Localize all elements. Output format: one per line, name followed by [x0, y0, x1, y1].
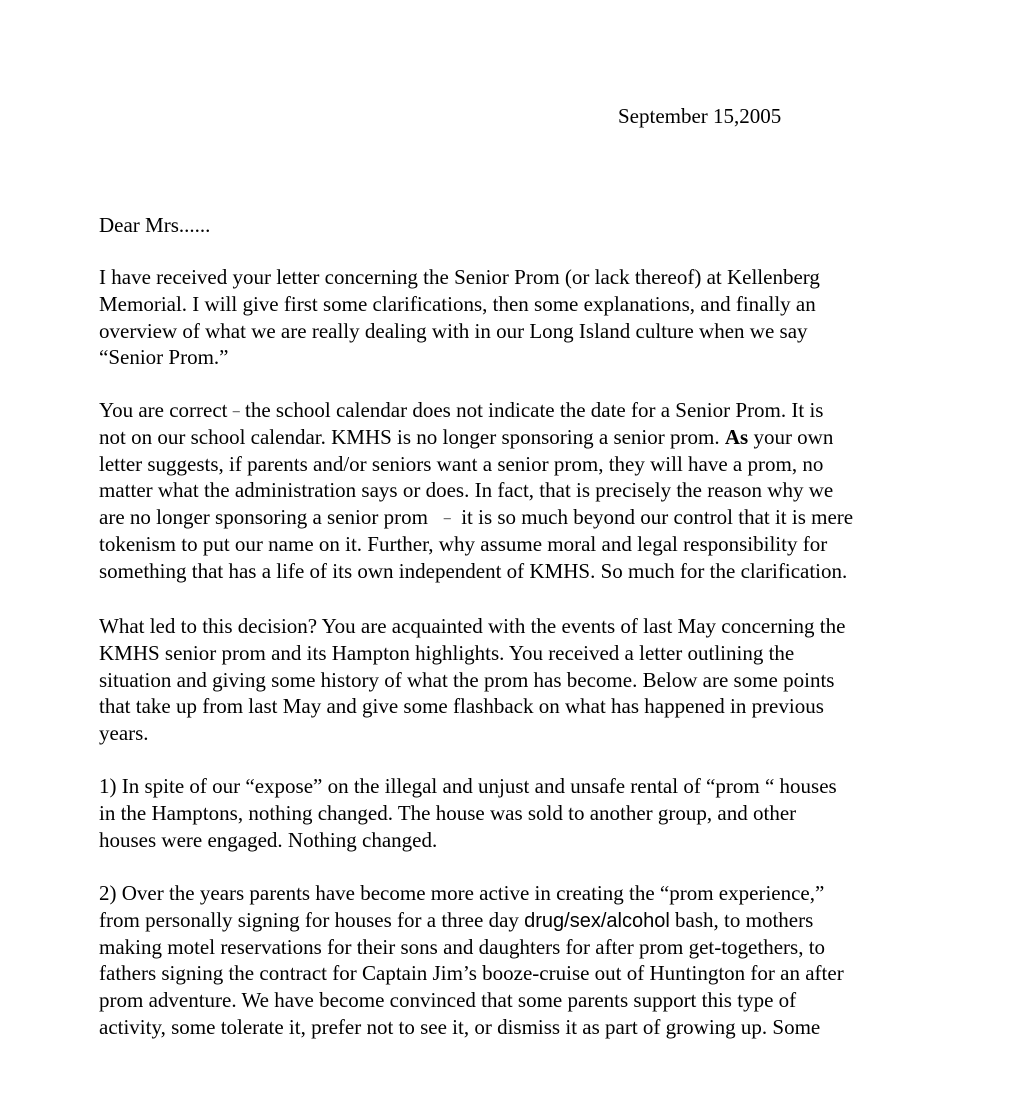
text-segment: it is so much beyond our control that it is mere: [461, 505, 854, 530]
text-line: Memorial. I will give first some clarifications, then some explanations, and finally an: [99, 291, 816, 316]
text-line: [99, 504, 979, 531]
text-line: overview of what we are really dealing with in our Long Island culture when we say: [99, 318, 808, 343]
text-line: that take up from last May and give some flashback on what has happened in previous: [99, 694, 824, 719]
paragraph-clarification: [99, 397, 979, 585]
text-line: What led to this decision? You are acquainted with the events of last May concerning the: [99, 614, 846, 638]
dash-glyph: –: [443, 511, 451, 527]
text-line: [99, 424, 979, 451]
paragraph-decision: [99, 613, 979, 747]
text-line: matter what the administration says or does. In fact, that is precisely the reason why we: [99, 478, 834, 503]
text-segment: the school calendar does not indicate the date for a Senior Prom. It is: [244, 398, 824, 422]
text-segment: from personally signing for houses for a three day: [99, 907, 519, 932]
text-line: 1) In spite of our “expose” on the illegal and unjust and unsafe rental of “prom “ houses: [99, 774, 837, 798]
text-line: fathers signing the contract for Captain Jim’s booze-cruise out of Huntington for an after: [99, 961, 844, 986]
paragraph-intro: [99, 264, 979, 371]
text-segment: not on our school calendar. KMHS is no longer sponsoring a senior prom.: [99, 424, 720, 449]
text-line: I have received your letter concerning the Senior Prom (or lack thereof) at Kellenberg: [99, 265, 820, 289]
text-line: letter suggests, if parents and/or seniors want a senior prom, they will have a prom, no: [99, 451, 824, 476]
sans-phrase: drug/sex/alcohol: [524, 909, 670, 932]
text-line: KMHS senior prom and its Hampton highlights. You received a letter outlining the: [99, 640, 795, 665]
text-line: houses were engaged. Nothing changed.: [99, 827, 438, 852]
text-line: [99, 397, 979, 424]
salutation: Dear Mrs......: [99, 213, 211, 237]
text-line: years.: [99, 721, 149, 746]
text-line: making motel reservations for their sons and daughters for after prom get-togethers, to: [99, 934, 826, 959]
text-line: in the Hamptons, nothing changed. The house was sold to another group, and other: [99, 800, 797, 825]
letter-date: September 15,2005: [618, 104, 782, 128]
text-line: tokenism to put our name on it. Further, why assume moral and legal responsibility for: [99, 531, 828, 556]
text-line: activity, some tolerate it, prefer not to see it, or dismiss it as part of growing up. Some: [99, 1014, 821, 1039]
text-segment: your own: [753, 424, 834, 449]
text-line: [99, 907, 979, 934]
paragraph-point-2: [99, 880, 979, 1041]
dash-glyph: –: [232, 404, 240, 419]
text-line: 2) Over the years parents have become more active in creating the “prom experience,”: [99, 881, 825, 905]
text-segment: are no longer sponsoring a senior prom: [99, 505, 428, 530]
text-segment: bash, to mothers: [675, 907, 814, 932]
text-line: something that has a life of its own independent of KMHS. So much for the clarification.: [99, 558, 848, 583]
text-line: prom adventure. We have become convinced that some parents support this type of: [99, 988, 797, 1013]
text-line: “Senior Prom.”: [99, 345, 229, 370]
bold-word: As: [724, 424, 749, 449]
paragraph-point-1: [99, 773, 979, 853]
text-segment: You are correct: [99, 398, 228, 422]
text-line: situation and giving some history of what the prom has become. Below are some points: [99, 667, 835, 692]
